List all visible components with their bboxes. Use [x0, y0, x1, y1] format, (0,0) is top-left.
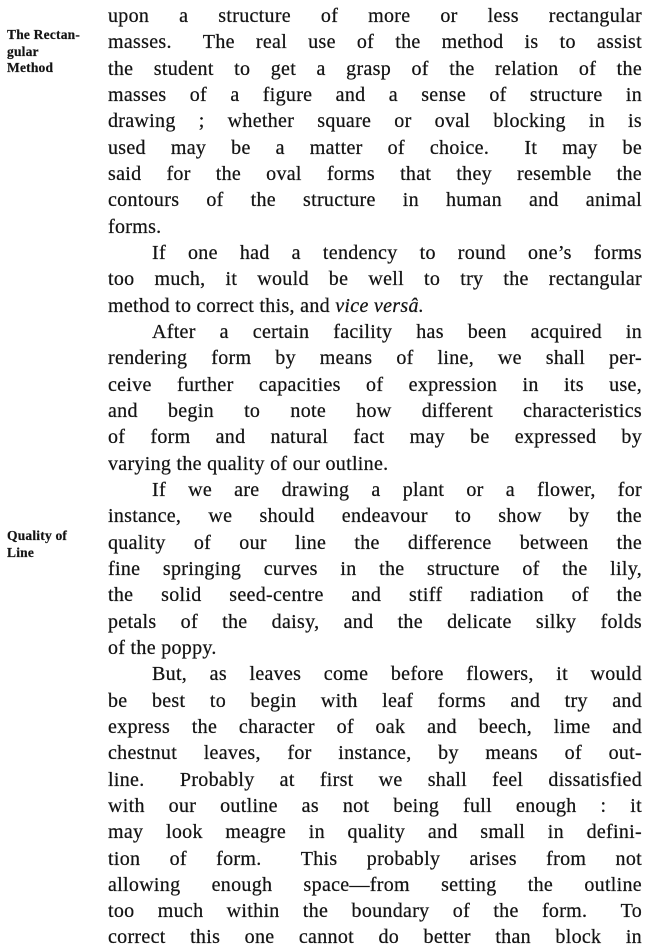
text-line: of form and natural fact may be expressed by [108, 426, 642, 449]
text-line: rendering form by means of line, we shall per- [108, 347, 642, 370]
paragraph [108, 3, 642, 240]
text-line: be best to begin with leaf forms and try and [108, 689, 642, 712]
paragraph [108, 477, 642, 661]
text-line: the student to get a grasp of the relation of the [108, 57, 642, 80]
text-line: said for the oval forms that they resemble the [108, 162, 642, 185]
text-line: petals of the daisy, and the delicate silky folds [108, 610, 642, 633]
text-line: contours of the structure in human and animal [108, 189, 642, 212]
text-line: method to correct this, and vice versâ. [108, 294, 425, 317]
text-line: upon a structure of more or less rectangular [108, 5, 642, 27]
text-line: the solid seed-centre and stiff radiation of the [108, 584, 642, 607]
text-line: of the poppy. [108, 636, 217, 659]
text-line: drawing ; whether square or oval blocking in is [108, 110, 642, 133]
text-line: quality of our line the difference between the [108, 531, 642, 554]
text-line: After a certain facility has been acquired in [152, 320, 642, 343]
text-line: instance, we should endeavour to show by the [108, 505, 642, 528]
text-line: But, as leaves come before flowers, it would [152, 663, 642, 686]
text-line: too much, it would be well to try the rectangular [108, 268, 642, 291]
text-line: fine springing curves in the structure of the lily, [108, 557, 642, 580]
paragraph [108, 661, 642, 948]
italic-text: vice versâ. [335, 294, 425, 317]
text-line: masses. The real use of the method is to assist [108, 31, 642, 54]
text-line: allowing enough space—from setting the outline [108, 873, 642, 896]
text-line: express the character of oak and beech, lime and [108, 715, 642, 738]
text-line: varying the quality of our outline. [108, 452, 389, 475]
text-line: with our outline as not being full enough : it [108, 794, 642, 817]
text-line: chestnut leaves, for instance, by means of out- [108, 742, 642, 765]
text-line: If one had a tendency to round one’s forms [152, 241, 642, 264]
text-line: may look meagre in quality and small in defini- [108, 821, 642, 844]
text-line: masses of a figure and a sense of structure in [108, 83, 642, 106]
text-line: tion of form. This probably arises from not [108, 847, 642, 870]
paragraph [108, 319, 642, 477]
text-line: used may be a matter of choice. It may be [108, 136, 642, 159]
margin-note: The Rectan- gular Method [7, 27, 81, 75]
text-line: too much within the boundary of the form. To [108, 900, 642, 923]
text-line: correct this one cannot do better than block in [108, 926, 642, 948]
text-line: and begin to note how different characteristics [108, 399, 642, 422]
paragraph [108, 240, 642, 319]
text-line: ceive further capacities of expression in its use, [108, 373, 642, 396]
text-line: line. Probably at first we shall feel dissatisfied [108, 768, 642, 791]
margin-note: Quality of Line [7, 528, 68, 560]
body-column [108, 3, 642, 948]
text-line: If we are drawing a plant or a flower, for [152, 478, 642, 501]
text-line: forms. [108, 215, 162, 238]
